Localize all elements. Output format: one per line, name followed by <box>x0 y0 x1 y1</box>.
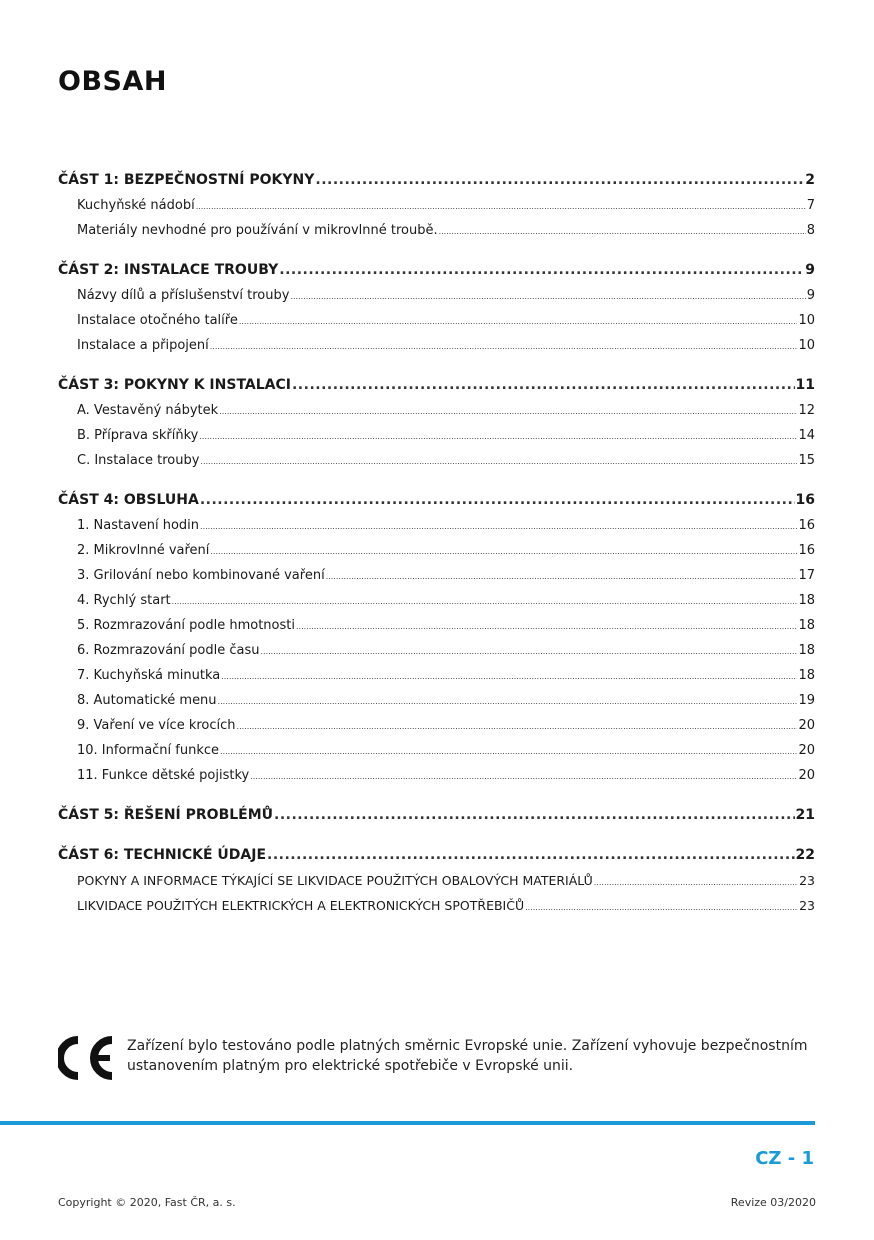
toc-entry-page: 10 <box>798 338 815 353</box>
toc-entry-row[interactable] <box>58 868 815 893</box>
toc-heading-page: 2 <box>805 172 815 188</box>
toc-entry-row[interactable] <box>58 398 815 423</box>
toc-entry-label: 2. Mikrovlnné vaření <box>77 543 210 558</box>
toc-heading-page: 22 <box>795 847 815 863</box>
toc-heading-label: ČÁST 1: BEZPEČNOSTNÍ POKYNY <box>58 172 315 188</box>
toc-entry-row[interactable] <box>58 333 815 358</box>
page-title: OBSAH <box>58 66 167 97</box>
toc-dot-leader <box>279 258 804 283</box>
toc-dot-leader <box>172 589 798 613</box>
toc-heading-label: ČÁST 4: OBSLUHA <box>58 492 199 508</box>
toc-entry-row[interactable] <box>58 763 815 788</box>
toc-entry-page: 14 <box>798 428 815 443</box>
toc-entry-row[interactable] <box>58 193 815 218</box>
toc-dot-leader <box>267 843 794 868</box>
toc-entry-page: 15 <box>798 453 815 468</box>
toc-entry-label: 1. Nastavení hodin <box>77 518 200 533</box>
toc-entry-page: 8 <box>806 223 815 238</box>
toc-entry-page: 20 <box>798 718 815 733</box>
toc-heading-row[interactable] <box>58 373 815 398</box>
toc-entry-page: 7 <box>806 198 815 213</box>
toc-entry-label: A. Vestavěný nábytek <box>77 403 219 418</box>
toc-entry-label: 11. Funkce dětské pojistky <box>77 768 250 783</box>
toc-entry-row[interactable] <box>58 713 815 738</box>
toc-entry-label: Kuchyňské nádobí <box>77 198 195 213</box>
toc-dot-leader <box>199 424 797 448</box>
toc-entry-label: B. Příprava skříňky <box>77 428 199 443</box>
toc-dot-leader <box>220 739 797 763</box>
toc-heading-row[interactable] <box>58 803 815 828</box>
toc-dot-leader <box>315 168 804 193</box>
toc-entry-label: POKYNY A INFORMACE TÝKAJÍCÍ SE LIKVIDACE POUŽITÝCH OBALOVÝCH MATERIÁLŮ <box>77 873 593 888</box>
toc-dot-leader <box>237 714 798 738</box>
ce-mark-logo <box>58 1036 116 1080</box>
toc-section <box>58 488 815 788</box>
toc-dot-leader <box>218 689 798 713</box>
toc-entry-row[interactable] <box>58 218 815 243</box>
toc-entry-row[interactable] <box>58 563 815 588</box>
toc-entry-page: 23 <box>799 873 815 888</box>
toc-dot-leader <box>525 895 798 918</box>
toc-entry-page: 10 <box>798 313 815 328</box>
toc-entry-label: 4. Rychlý start <box>77 593 171 608</box>
toc-heading-row[interactable] <box>58 843 815 868</box>
toc-entry-row[interactable] <box>58 308 815 333</box>
toc-entry-label: 9. Vaření ve více krocích <box>77 718 236 733</box>
toc-entry-page: 17 <box>798 568 815 583</box>
toc-dot-leader <box>439 219 806 243</box>
toc-entry-page: 16 <box>798 543 815 558</box>
copyright-text: Copyright © 2020, Fast ČR, a. s. <box>58 1196 236 1209</box>
toc-section <box>58 168 815 243</box>
toc-entry-row[interactable] <box>58 513 815 538</box>
toc-heading-row[interactable] <box>58 168 815 193</box>
toc-heading-label: ČÁST 3: POKYNY K INSTALACI <box>58 377 291 393</box>
toc-dot-leader <box>326 564 798 588</box>
toc-dot-leader <box>292 373 795 398</box>
toc-entry-page: 23 <box>799 898 815 913</box>
toc-dot-leader <box>210 334 798 358</box>
page-number: CZ - 1 <box>755 1148 814 1169</box>
toc-dot-leader <box>290 284 805 308</box>
toc-entry-row[interactable] <box>58 538 815 563</box>
toc-heading-label: ČÁST 2: INSTALACE TROUBY <box>58 262 279 278</box>
toc-entry-page: 18 <box>798 668 815 683</box>
toc-entry-row[interactable] <box>58 663 815 688</box>
toc-entry-page: 9 <box>806 288 815 303</box>
toc-section <box>58 373 815 473</box>
toc-dot-leader <box>250 764 797 788</box>
toc-entry-label: 8. Automatické menu <box>77 693 217 708</box>
toc-heading-label: ČÁST 5: ŘEŠENÍ PROBLÉMŮ <box>58 807 274 823</box>
toc-entry-label: Materiály nevhodné pro používání v mikrovlnné troubě. <box>77 223 438 238</box>
toc-entry-label: Instalace otočného talíře <box>77 313 238 328</box>
toc-dot-leader <box>200 449 797 473</box>
ce-compliance-notice: Zařízení bylo testováno podle platných směrnic Evropské unie. Zařízení vyhovuje bezpečnostním ustanovením platným pro elektrické spotřebiče v Evropské unii. <box>127 1038 808 1074</box>
footer-divider <box>0 1121 815 1125</box>
toc-entry-row[interactable] <box>58 613 815 638</box>
toc-dot-leader <box>239 309 798 333</box>
toc-entry-page: 18 <box>798 643 815 658</box>
toc-heading-page: 9 <box>805 262 815 278</box>
toc-entry-page: 20 <box>798 768 815 783</box>
toc-entry-label: 3. Grilování nebo kombinované vaření <box>77 568 325 583</box>
table-of-contents <box>58 168 815 933</box>
toc-entry-label: 10. Informační funkce <box>77 743 220 758</box>
toc-entry-page: 18 <box>798 593 815 608</box>
toc-entry-label: Instalace a připojení <box>77 338 209 353</box>
toc-entry-label: C. Instalace trouby <box>77 453 200 468</box>
toc-entry-row[interactable] <box>58 283 815 308</box>
toc-heading-label: ČÁST 6: TECHNICKÉ ÚDAJE <box>58 847 267 863</box>
toc-entry-row[interactable] <box>58 688 815 713</box>
toc-section <box>58 258 815 358</box>
toc-entry-row[interactable] <box>58 738 815 763</box>
toc-entry-label: Názvy dílů a příslušenství trouby <box>77 288 290 303</box>
toc-dot-leader <box>219 399 797 423</box>
toc-heading-page: 11 <box>795 377 815 393</box>
toc-dot-leader <box>260 639 797 663</box>
revision-text: Revize 03/2020 <box>730 1196 816 1209</box>
toc-entry-row[interactable] <box>58 448 815 473</box>
toc-entry-row[interactable] <box>58 638 815 663</box>
toc-heading-row[interactable] <box>58 488 815 513</box>
toc-entry-label: 7. Kuchyňská minutka <box>77 668 221 683</box>
toc-dot-leader <box>296 614 797 638</box>
toc-section <box>58 843 815 918</box>
toc-entry-page: 20 <box>798 743 815 758</box>
toc-entry-page: 16 <box>798 518 815 533</box>
toc-entry-page: 12 <box>798 403 815 418</box>
toc-heading-page: 21 <box>795 807 815 823</box>
toc-entry-row[interactable] <box>58 588 815 613</box>
toc-dot-leader <box>594 870 798 893</box>
toc-dot-leader <box>196 194 806 218</box>
toc-section <box>58 803 815 828</box>
toc-entry-label: 5. Rozmrazování podle hmotnosti <box>77 618 295 633</box>
toc-dot-leader <box>200 514 797 538</box>
toc-dot-leader <box>210 539 797 563</box>
toc-heading-row[interactable] <box>58 258 815 283</box>
toc-heading-page: 16 <box>795 492 815 508</box>
toc-entry-row[interactable] <box>58 893 815 918</box>
toc-dot-leader <box>221 664 797 688</box>
toc-entry-label: LIKVIDACE POUŽITÝCH ELEKTRICKÝCH A ELEKTRONICKÝCH SPOTŘEBIČŮ <box>77 898 525 913</box>
toc-entry-page: 18 <box>798 618 815 633</box>
toc-entry-row[interactable] <box>58 423 815 448</box>
toc-entry-label: 6. Rozmrazování podle času <box>77 643 260 658</box>
toc-dot-leader <box>200 488 795 513</box>
toc-entry-page: 19 <box>798 693 815 708</box>
toc-dot-leader <box>274 803 794 828</box>
